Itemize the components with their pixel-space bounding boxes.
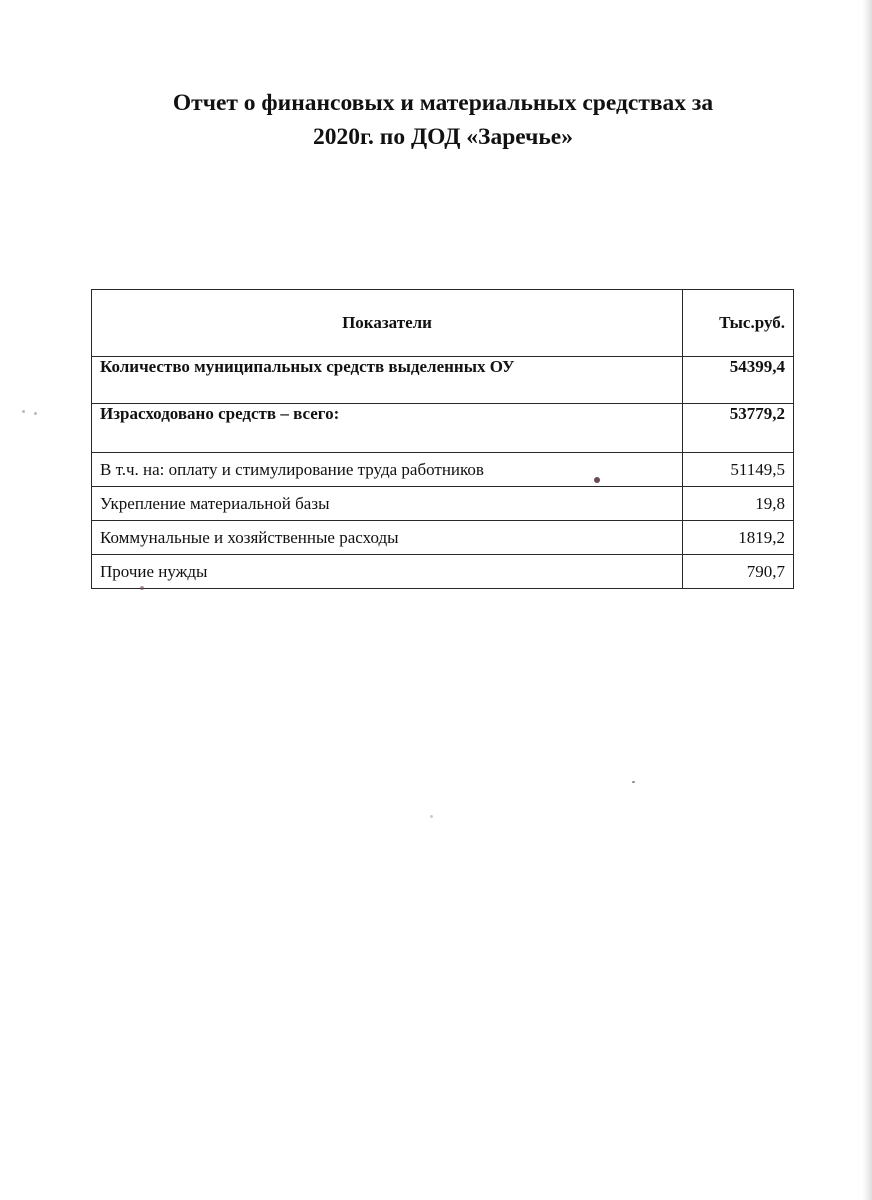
row-value: 790,7 bbox=[683, 555, 794, 589]
scan-speck bbox=[430, 815, 433, 818]
scan-speck bbox=[594, 477, 600, 483]
header-unit: Тыс.руб. bbox=[683, 290, 794, 357]
scan-edge-shadow bbox=[862, 0, 872, 1200]
row-label: Укрепление материальной базы bbox=[92, 487, 683, 521]
row-label: Прочие нужды bbox=[92, 555, 683, 589]
table-row bbox=[92, 487, 794, 521]
table-row bbox=[92, 404, 794, 453]
scan-speck bbox=[34, 412, 37, 415]
row-value: 54399,4 bbox=[683, 357, 794, 404]
title-line-1: Отчет о финансовых и материальных средствах за bbox=[172, 90, 714, 116]
table-row bbox=[92, 521, 794, 555]
table-header-row bbox=[92, 290, 794, 357]
financial-report-table bbox=[91, 289, 794, 589]
row-label: Израсходовано средств – всего: bbox=[92, 404, 683, 453]
row-value: 51149,5 bbox=[683, 453, 794, 487]
row-label: В т.ч. на: оплату и стимулирование труда работников bbox=[92, 453, 683, 487]
title-line-2: 2020г. по ДОД «Заречье» bbox=[313, 124, 573, 150]
row-value: 19,8 bbox=[683, 487, 794, 521]
header-indicators: Показатели bbox=[92, 290, 683, 357]
table-row bbox=[92, 453, 794, 487]
row-label: Количество муниципальных средств выделенных ОУ bbox=[92, 357, 683, 404]
row-label: Коммунальные и хозяйственные расходы bbox=[92, 521, 683, 555]
row-value: 1819,2 bbox=[683, 521, 794, 555]
table-row bbox=[92, 555, 794, 589]
scan-speck bbox=[22, 410, 25, 413]
document-title bbox=[90, 86, 796, 154]
scan-speck bbox=[140, 586, 144, 590]
scan-speck bbox=[632, 781, 635, 783]
table-row bbox=[92, 357, 794, 404]
row-value: 53779,2 bbox=[683, 404, 794, 453]
